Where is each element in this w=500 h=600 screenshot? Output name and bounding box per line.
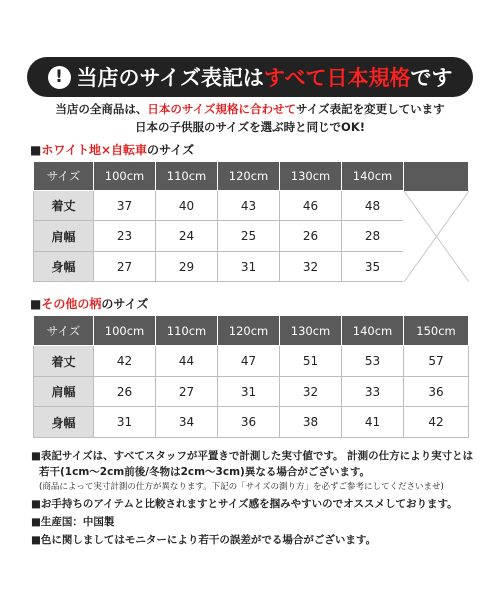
section-bullet: ■ <box>30 297 42 311</box>
table-cell: 43 <box>218 191 280 221</box>
note-measurement-tolerance: 若干(1cm〜2cm前後/冬物は2cm〜3cm)異なる場合がございます。 <box>39 466 370 478</box>
table-cell: 57 <box>404 346 469 377</box>
header-size-cell: 140cm <box>342 316 404 346</box>
table-cell: 46 <box>280 191 342 221</box>
table-cell: 34 <box>156 407 218 438</box>
table-cell: 29 <box>156 252 218 282</box>
table-cell: 53 <box>342 346 404 377</box>
table-cell: 48 <box>342 191 404 221</box>
section-title-rest: のサイズ <box>101 297 149 311</box>
row-label-cell: 身幅 <box>34 252 94 282</box>
table-cell: 32 <box>280 252 342 282</box>
note-compare: ■お手持ちのアイテムと比較されますとサイズ感を掴みやすいのでオススメしております。 <box>31 498 458 510</box>
note-origin: ■生産国：中国製 <box>31 516 115 528</box>
table-cell: 27 <box>156 377 218 407</box>
table-cell: 31 <box>94 407 156 438</box>
table-cell: 36 <box>218 407 280 438</box>
table-header-row <box>34 162 469 191</box>
header-size-cell: 140cm <box>342 162 404 191</box>
table-cell: 27 <box>94 252 156 282</box>
section-title-other-patterns <box>30 295 148 312</box>
banner-text-post: です <box>410 66 453 90</box>
size-table-white-bicycle <box>33 161 469 282</box>
intro-line-2: 日本の子供服のサイズを選ぶ時と同じでOK! <box>134 120 365 134</box>
header-size-cell: 110cm <box>156 316 218 346</box>
header-size-cell: 120cm <box>218 316 280 346</box>
table-cell: 31 <box>218 252 280 282</box>
row-label-cell: 着丈 <box>34 346 94 377</box>
table-cell: 25 <box>218 221 280 252</box>
row-label-cell: 肩幅 <box>34 377 94 407</box>
header-size-cell: 100cm <box>94 316 156 346</box>
note-measurement-detail: (商品によって実寸計測の仕方が異なります。下記の「サイズの測り方」を必ずご参考にしてくださいませ) <box>39 482 444 492</box>
table-cell: 33 <box>342 377 404 407</box>
table-header-row <box>34 316 469 346</box>
cross-mark-icon <box>404 162 469 282</box>
unavailable-size-column <box>404 162 469 282</box>
table-cell: 41 <box>342 407 404 438</box>
table-row <box>34 407 469 438</box>
banner-text-pre: 当店のサイズ表記は <box>76 66 264 90</box>
table-cell: 38 <box>280 407 342 438</box>
header-size-cell: 130cm <box>280 316 342 346</box>
header-banner <box>27 57 473 97</box>
section-title-rest: のサイズ <box>147 143 195 157</box>
intro-line-1-pre: 当店の全商品は、 <box>55 102 148 116</box>
table-cell: 42 <box>404 407 469 438</box>
table-cell: 26 <box>94 377 156 407</box>
header-size-cell: 100cm <box>94 162 156 191</box>
table-cell: 31 <box>218 377 280 407</box>
table-cell: 36 <box>404 377 469 407</box>
table-row <box>34 346 469 377</box>
header-label-cell: サイズ <box>34 162 94 191</box>
table-cell: 44 <box>156 346 218 377</box>
header-label-cell: サイズ <box>34 316 94 346</box>
table-cell: 23 <box>94 221 156 252</box>
table-cell: 42 <box>94 346 156 377</box>
note-color: ■色に関しましてはモニターにより若干の誤差がでる場合がございます。 <box>31 534 377 546</box>
size-table-other-patterns <box>33 315 469 438</box>
header-size-cell: 150cm <box>404 316 469 346</box>
table-cell: 24 <box>156 221 218 252</box>
section-title-red: ホワイト地×自転車 <box>41 143 148 157</box>
intro-line-1-red: 日本のサイズ規格に合わせて <box>147 102 296 116</box>
table-cell: 26 <box>280 221 342 252</box>
note-measurement: ■表記サイズは、すべてスタッフが平置きで計測した実寸値です。 計測の仕方により実寸とは <box>31 450 474 462</box>
intro-line-1-post: サイズ表記を変更しています <box>296 102 445 116</box>
table-cell: 32 <box>280 377 342 407</box>
section-bullet: ■ <box>30 143 42 157</box>
table-cell: 40 <box>156 191 218 221</box>
section-title-white-bicycle <box>30 141 194 158</box>
row-label-cell: 着丈 <box>34 191 94 221</box>
table-cell: 35 <box>342 252 404 282</box>
table-cell: 51 <box>280 346 342 377</box>
table-cell: 47 <box>218 346 280 377</box>
section-title-red: その他の柄 <box>41 297 102 311</box>
intro-text <box>0 100 500 136</box>
table-cell: 37 <box>94 191 156 221</box>
header-size-cell: 120cm <box>218 162 280 191</box>
table-cell: 28 <box>342 221 404 252</box>
header-size-cell: 110cm <box>156 162 218 191</box>
row-label-cell: 身幅 <box>34 407 94 438</box>
notes-section <box>31 448 474 548</box>
banner-text-highlight: すべて日本規格 <box>263 66 411 90</box>
intro-line-1 <box>0 100 500 118</box>
table-row <box>34 377 469 407</box>
row-label-cell: 肩幅 <box>34 221 94 252</box>
header-size-cell: 130cm <box>280 162 342 191</box>
exclamation-icon: ! <box>48 66 71 89</box>
